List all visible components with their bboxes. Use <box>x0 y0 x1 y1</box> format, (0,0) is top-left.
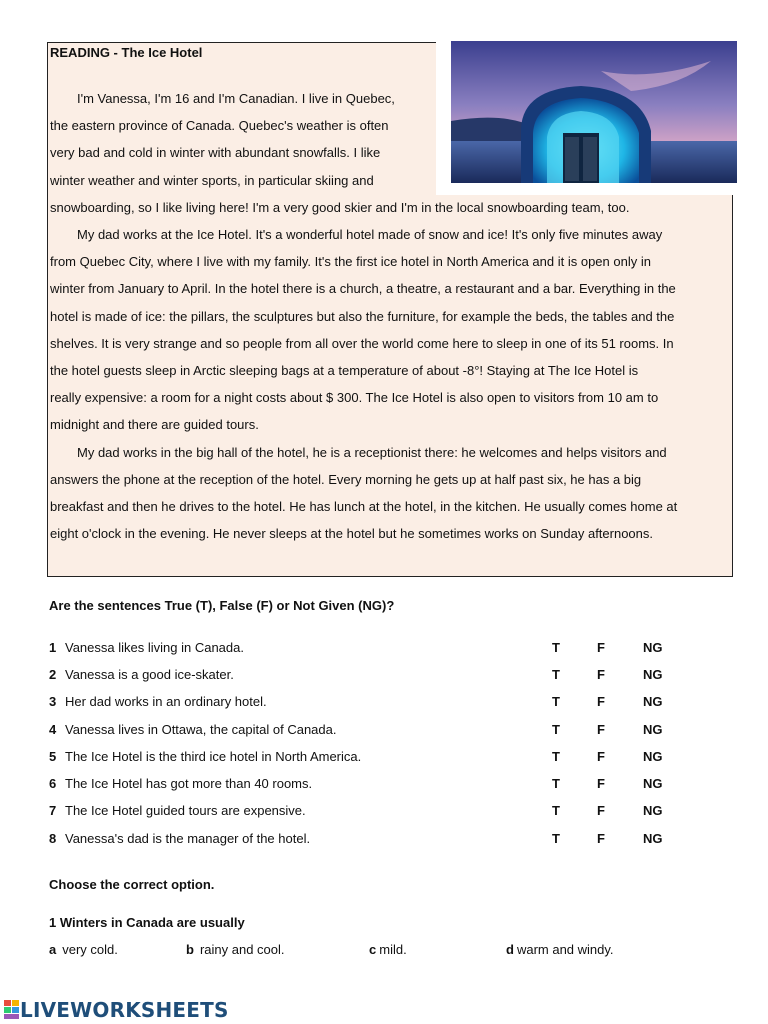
choice-letter: d <box>506 942 514 957</box>
passage-line: My dad works in the big hall of the hotel, he is a receptionist there: he welcomes and helps visitors and <box>77 444 667 460</box>
passage-line: the hotel guests sleep in Arctic sleeping bags at a temperature of about -8°! Staying at The Ice Hotel is <box>50 363 639 379</box>
option-not-given[interactable]: NG <box>643 776 663 791</box>
question-number: 7 <box>49 803 57 818</box>
option-not-given[interactable]: NG <box>643 667 663 682</box>
passage-line: hotel is made of ice: the pillars, the sculptures but also the furniture, for example the beds, the tables and the <box>50 308 675 324</box>
question-row <box>49 776 689 796</box>
option-true[interactable]: T <box>552 667 560 682</box>
choice-text: rainy and cool. <box>199 942 285 957</box>
choice-letter: a <box>49 942 57 957</box>
option-true[interactable]: T <box>552 694 560 709</box>
question-row <box>49 722 689 742</box>
question-number: 8 <box>49 831 57 846</box>
reading-title: READING - The Ice Hotel <box>50 45 203 60</box>
option-true[interactable]: T <box>552 722 560 737</box>
question-row <box>49 803 689 823</box>
option-not-given[interactable]: NG <box>643 803 663 818</box>
option-not-given[interactable]: NG <box>643 694 663 709</box>
question-text: The Ice Hotel has got more than 40 rooms. <box>65 776 313 791</box>
choice-text: very cold. <box>62 942 118 957</box>
option-true[interactable]: T <box>552 776 560 791</box>
true-false-heading: Are the sentences True (T), False (F) or Not Given (NG)? <box>49 598 395 613</box>
option-true[interactable]: T <box>552 803 560 818</box>
choice-option-b[interactable] <box>186 942 285 957</box>
option-false[interactable]: F <box>597 722 605 737</box>
option-false[interactable]: F <box>597 776 605 791</box>
question-text: Vanessa lives in Ottawa, the capital of Canada. <box>65 722 337 737</box>
option-false[interactable]: F <box>597 749 605 764</box>
choice-letter: b <box>186 942 194 957</box>
question-number: 6 <box>49 776 57 791</box>
passage-line: My dad works at the Ice Hotel. It's a wonderful hotel made of snow and ice! It's only five minutes away <box>77 227 663 243</box>
question-number: 1 <box>49 640 57 655</box>
option-not-given[interactable]: NG <box>643 749 663 764</box>
passage-line: very bad and cold in winter with abundant snowfalls. I like <box>50 145 381 161</box>
passage-line: answers the phone at the reception of the hotel. Every morning he gets up at half past six, he has a big <box>50 471 642 487</box>
passage-line: breakfast and then he drives to the hotel. He has lunch at the hotel, in the kitchen. He usually comes home at <box>50 499 678 515</box>
question-row <box>49 831 689 851</box>
question-row <box>49 694 689 714</box>
choice-option-d[interactable] <box>506 942 614 957</box>
logo-text: LIVEWORKSHEETS <box>20 998 229 1022</box>
option-not-given[interactable]: NG <box>643 722 663 737</box>
question-number: 3 <box>49 694 57 709</box>
option-true[interactable]: T <box>552 640 560 655</box>
choice-option-a[interactable] <box>49 942 118 957</box>
passage-line: midnight and there are guided tours. <box>50 417 259 433</box>
reading-passage-box <box>47 42 733 577</box>
option-not-given[interactable]: NG <box>643 831 663 846</box>
question-row <box>49 640 689 660</box>
question-text: Vanessa likes living in Canada. <box>65 640 244 655</box>
logo-blocks-icon <box>4 1000 20 1020</box>
passage-line: winter weather and winter sports, in particular skiing and <box>50 172 374 188</box>
question-text: Her dad works in an ordinary hotel. <box>65 694 267 709</box>
option-false[interactable]: F <box>597 803 605 818</box>
choice-text: mild. <box>379 942 407 957</box>
option-true[interactable]: T <box>552 831 560 846</box>
ice-hotel-photo <box>451 41 737 183</box>
passage-line: from Quebec City, where I live with my family. It's the first ice hotel in North America and it is open only in <box>50 254 651 270</box>
question-number: 2 <box>49 667 57 682</box>
option-false[interactable]: F <box>597 640 605 655</box>
choice-letter: c <box>369 942 377 957</box>
passage-line: the eastern province of Canada. Quebec's weather is often <box>50 118 389 134</box>
question-row <box>49 667 689 687</box>
passage-line: really expensive: a room for a night costs about $ 300. The Ice Hotel is also open to visitors from 10 am to <box>50 390 659 406</box>
question-number: 4 <box>49 722 57 737</box>
option-not-given[interactable]: NG <box>643 640 663 655</box>
choice-option-c[interactable] <box>369 942 407 957</box>
question-row <box>49 749 689 769</box>
choice-text: warm and windy. <box>516 942 614 957</box>
passage-line: winter from January to April. In the hotel there is a church, a theatre, a restaurant and a bar. Everything in the <box>50 281 676 297</box>
question-text: Vanessa's dad is the manager of the hotel. <box>65 831 311 846</box>
question-text: Vanessa is a good ice-skater. <box>65 667 234 682</box>
passage-line: shelves. It is very strange and so people from all over the world come here to sleep in one of its 51 rooms. In <box>50 335 674 351</box>
option-false[interactable]: F <box>597 831 605 846</box>
option-true[interactable]: T <box>552 749 560 764</box>
liveworksheets-logo[interactable] <box>4 998 229 1022</box>
passage-line: snowboarding, so I like living here! I'm a very good skier and I'm in the local snowboarding team, too. <box>50 199 630 215</box>
option-false[interactable]: F <box>597 694 605 709</box>
question-text: The Ice Hotel is the third ice hotel in North America. <box>65 749 362 764</box>
multiple-choice-question: 1 Winters in Canada are usually <box>49 915 245 930</box>
multiple-choice-heading: Choose the correct option. <box>49 877 215 892</box>
passage-line: eight o'clock in the evening. He never sleeps at the hotel but he sometimes works on Sunday afternoons. <box>50 526 654 542</box>
question-text: The Ice Hotel guided tours are expensive. <box>65 803 306 818</box>
question-number: 5 <box>49 749 57 764</box>
passage-line: I'm Vanessa, I'm 16 and I'm Canadian. I live in Quebec, <box>77 91 395 106</box>
option-false[interactable]: F <box>597 667 605 682</box>
